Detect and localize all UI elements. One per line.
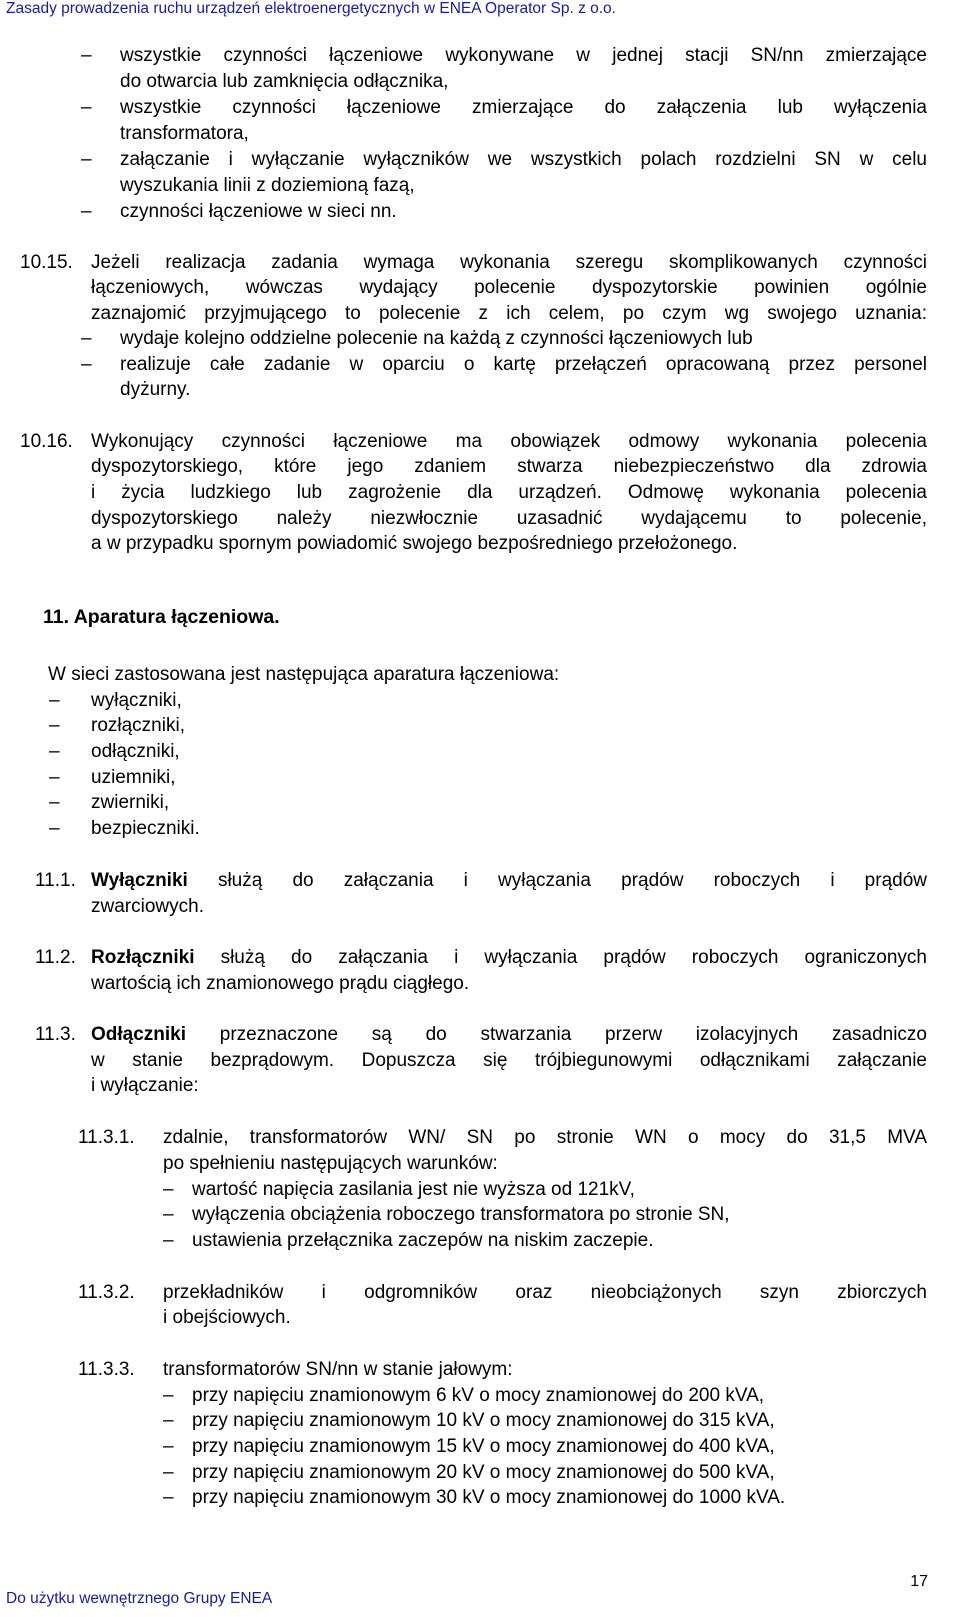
list-item-text: czynności łączeniowe w sieci nn. (120, 201, 397, 222)
paragraph-line: transformatorów SN/nn w stanie jałowym: (163, 1359, 513, 1380)
paragraph-line: dyspozytorskiego należy niezwłocznie uzasadnić wydającemu to polecenie, (91, 508, 927, 529)
term-bold: Rozłączniki (91, 947, 195, 968)
list-dash: – (163, 1487, 174, 1508)
section-number: 10.16. (20, 431, 73, 452)
list-item-text: wszystkie czynności łączeniowe wykonywane w jednej stacji SN/nn zmierzające (120, 45, 927, 66)
paragraph-line: Jeżeli realizacja zadania wymaga wykonania szeregu skomplikowanych czynności (91, 252, 927, 273)
list-dash: – (163, 1230, 174, 1251)
list-item-text: wyłączniki, (91, 690, 182, 711)
paragraph-line: zwarciowych. (91, 896, 204, 917)
list-item-text: rozłączniki, (91, 715, 185, 736)
list-dash: – (49, 767, 60, 788)
list-dash: – (163, 1204, 174, 1225)
list-item-text: przy napięciu znamionowym 20 kV o mocy znamionowej do 500 kVA, (192, 1462, 775, 1483)
list-item-text: przy napięciu znamionowym 15 kV o mocy znamionowej do 400 kVA, (192, 1436, 775, 1457)
paragraph-line: dyspozytorskiego, które jego zdaniem stwarza niebezpieczeństwo dla zdrowia (91, 456, 927, 477)
list-item-text: realizuje całe zadanie w oparciu o kartę przełączeń opracowaną przez personel (120, 354, 927, 375)
list-dash: – (163, 1462, 174, 1483)
term-bold: Wyłączniki (91, 870, 188, 891)
list-item-text: wyłączenia obciążenia roboczego transformatora po stronie SN, (192, 1204, 730, 1225)
paragraph-line: przekładników i odgromników oraz nieobciążonych szyn zbiorczych (163, 1282, 927, 1303)
section-heading: 11. Aparatura łączeniowa. (43, 606, 280, 628)
section-number: 11.1. (35, 870, 76, 891)
term-bold: Odłączniki (91, 1024, 187, 1045)
paragraph-line: po spełnieniu następujących warunków: (163, 1153, 498, 1174)
list-item-text: wartość napięcia zasilania jest nie wyższa od 121kV, (192, 1179, 635, 1200)
list-item-text: odłączniki, (91, 741, 180, 762)
paragraph-line: wartością ich znamionowego prądu ciągłego. (91, 973, 470, 994)
list-item-text: załączanie i wyłączanie wyłączników we wszystkich polach rozdzielni SN w celu (120, 149, 927, 170)
list-dash: – (81, 45, 92, 66)
list-item-text: uziemniki, (91, 767, 176, 788)
list-dash: – (81, 354, 92, 375)
list-dash: – (81, 149, 92, 170)
list-item-text: przy napięciu znamionowym 10 kV o mocy znamionowej do 315 kVA, (192, 1410, 775, 1431)
list-item-text: ustawienia przełącznika zaczepów na niskim zaczepie. (192, 1230, 654, 1251)
section-number: 11.3. (35, 1024, 76, 1045)
paragraph-line: i obejściowych. (163, 1307, 291, 1328)
section-number: 11.3.2. (78, 1282, 135, 1303)
paragraph-line: i wyłączanie: (91, 1075, 199, 1096)
list-item-text: bezpieczniki. (91, 818, 200, 839)
term-definition: służą do załączania i wyłączania prądów roboczych ograniczonych (194, 947, 927, 968)
list-dash: – (81, 97, 92, 118)
paragraph-line: i życia ludzkiego lub zagrożenie dla urządzeń. Odmowę wykonania polecenia (91, 482, 927, 503)
list-item-text: przy napięciu znamionowym 30 kV o mocy znamionowej do 1000 kVA. (192, 1487, 786, 1508)
list-item-text: przy napięciu znamionowym 6 kV o mocy znamionowej do 200 kVA, (192, 1385, 765, 1406)
section-number: 11.2. (35, 947, 76, 968)
paragraph-line: a w przypadku spornym powiadomić swojego bezpośredniego przełożonego. (91, 533, 738, 554)
list-item-text: zwierniki, (91, 792, 170, 813)
list-item-text: wszystkie czynności łączeniowe zmierzające do załączenia lub wyłączenia (120, 97, 927, 118)
list-item-text: dyżurny. (120, 379, 191, 400)
page-footer: Do użytku wewnętrznego Grupy ENEA (6, 1590, 273, 1607)
paragraph-line: zdalnie, transformatorów WN/ SN po stronie WN o mocy do 31,5 MVA (163, 1127, 927, 1148)
text-line (91, 945, 927, 971)
list-item-text: do otwarcia lub zamknięcia odłącznika, (120, 71, 449, 92)
list-dash: – (81, 201, 92, 222)
list-dash: – (49, 715, 60, 736)
list-dash: – (163, 1436, 174, 1457)
paragraph-line: Wykonujący czynności łączeniowe ma obowiązek odmowy wykonania polecenia (91, 431, 927, 452)
list-dash: – (163, 1385, 174, 1406)
text-line (91, 868, 927, 894)
list-dash: – (49, 818, 60, 839)
paragraph-line: łączeniowych, wówczas wydający polecenie dyspozytorskie powinien ogólnie (91, 277, 927, 298)
section-number: 10.15. (20, 252, 73, 273)
list-item-text: wyszukania linii z doziemioną fazą, (120, 175, 415, 196)
term-definition: przeznaczone są do stwarzania przerw izolacyjnych zasadniczo (186, 1024, 927, 1045)
list-dash: – (81, 328, 92, 349)
paragraph-line: W sieci zastosowana jest następująca aparatura łączeniowa: (48, 664, 560, 685)
text-line (91, 1022, 927, 1048)
section-number: 11.3.1. (78, 1127, 135, 1148)
page-number: 17 (910, 1573, 928, 1590)
term-definition: służą do załączania i wyłączania prądów roboczych i prądów (187, 870, 927, 891)
page-header: Zasady prowadzenia ruchu urządzeń elektroenergetycznych w ENEA Operator Sp. z o.o. (6, 0, 616, 17)
section-number: 11.3.3. (78, 1359, 135, 1380)
list-item-text: wydaje kolejno oddzielne polecenie na każdą z czynności łączeniowych lub (120, 328, 753, 349)
paragraph-line: zaznajomić przyjmującego to polecenie z ich celem, po czym wg swojego uznania: (91, 303, 927, 324)
paragraph-line: w stanie bezprądowym. Dopuszcza się trójbiegunowymi odłącznikami załączanie (91, 1050, 927, 1071)
list-dash: – (49, 792, 60, 813)
list-dash: – (49, 741, 60, 762)
list-item-text: transformatora, (120, 123, 249, 144)
list-dash: – (163, 1179, 174, 1200)
list-dash: – (49, 690, 60, 711)
list-dash: – (163, 1410, 174, 1431)
